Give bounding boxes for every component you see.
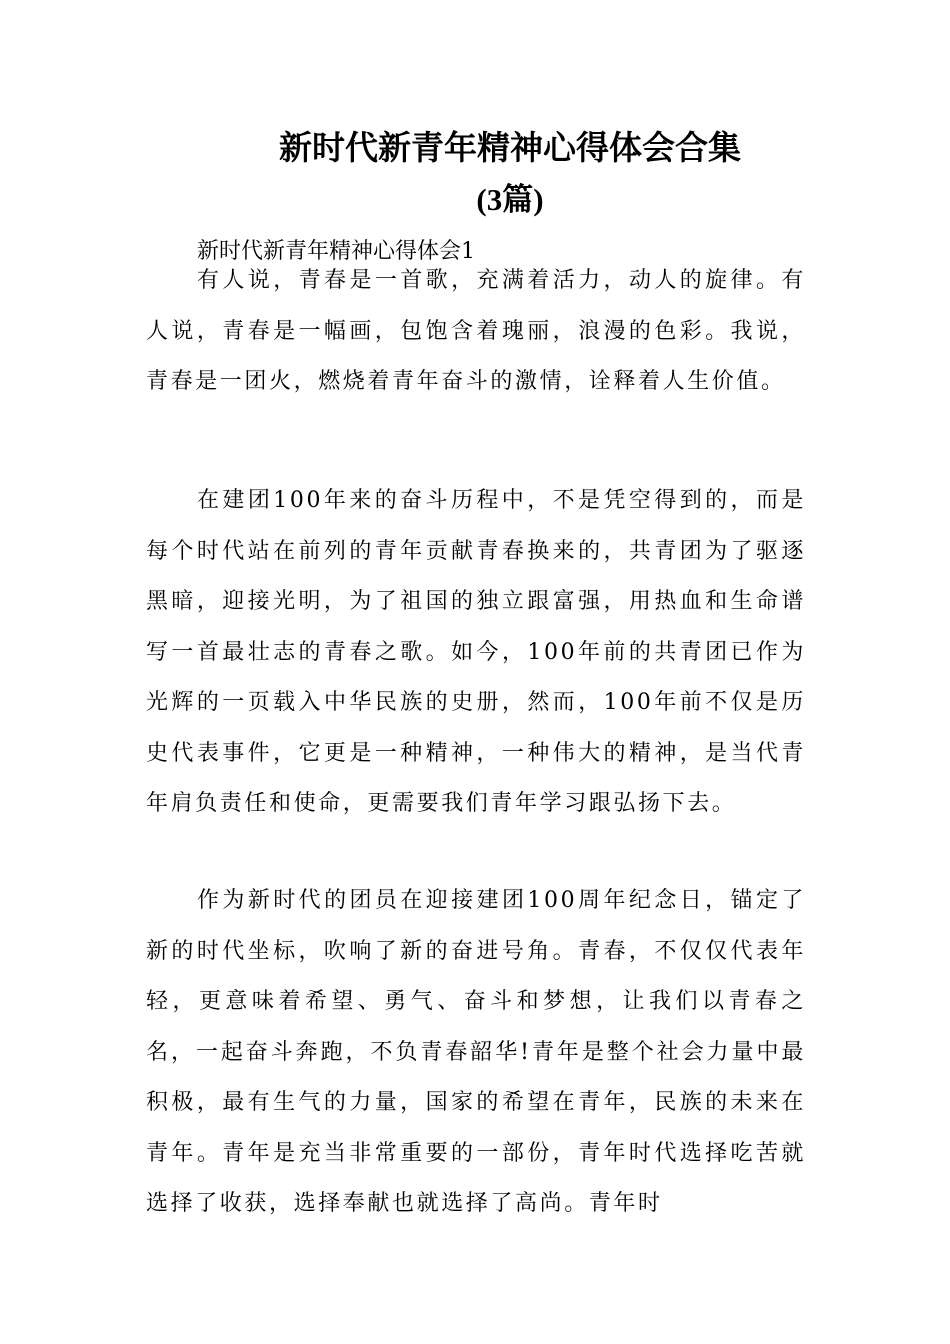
paragraph: 在建团100年来的奋斗历程中，不是凭空得到的，而是每个时代站在前列的青年贡献青春换来的，共青团为了驱逐黑暗，迎接光明，为了祖国的独立跟富强，用热血和生命谱写一首最壮志的青春之歌。如今，100年前的共青团已作为光辉的一页载入中华民族的史册，然而，100年前不仅是历史代表事件，它更是一种精神，一种伟大的精神，是当代青年肩负责任和使命，更需要我们青年学习跟弘扬下去。: [146, 488, 806, 816]
document-title: 新时代新青年精神心得体会合集: [279, 128, 741, 167]
section-heading: 新时代新青年精神心得体会1: [197, 239, 475, 264]
document-title-count: (3篇): [476, 182, 544, 217]
paragraph: 作为新时代的团员在迎接建团100周年纪念日，锚定了新的时代坐标，吹响了新的奋进号角。青春，不仅仅代表年轻，更意味着希望、勇气、奋斗和梦想，让我们以青春之名，一起奋斗奔跑，不负青春韶华!青年是整个社会力量中最积极，最有生气的力量，国家的希望在青年，民族的未来在青年。青年是充当非常重要的一部份，青年时代选择吃苦就选择了收获，选择奉献也就选择了高尚。青年时: [146, 888, 806, 1216]
paragraph: 有人说，青春是一首歌，充满着活力，动人的旋律。有人说，青春是一幅画，包饱含着瑰丽，浪漫的色彩。我说，青春是一团火，燃烧着青年奋斗的激情，诠释着人生价值。: [146, 268, 806, 394]
